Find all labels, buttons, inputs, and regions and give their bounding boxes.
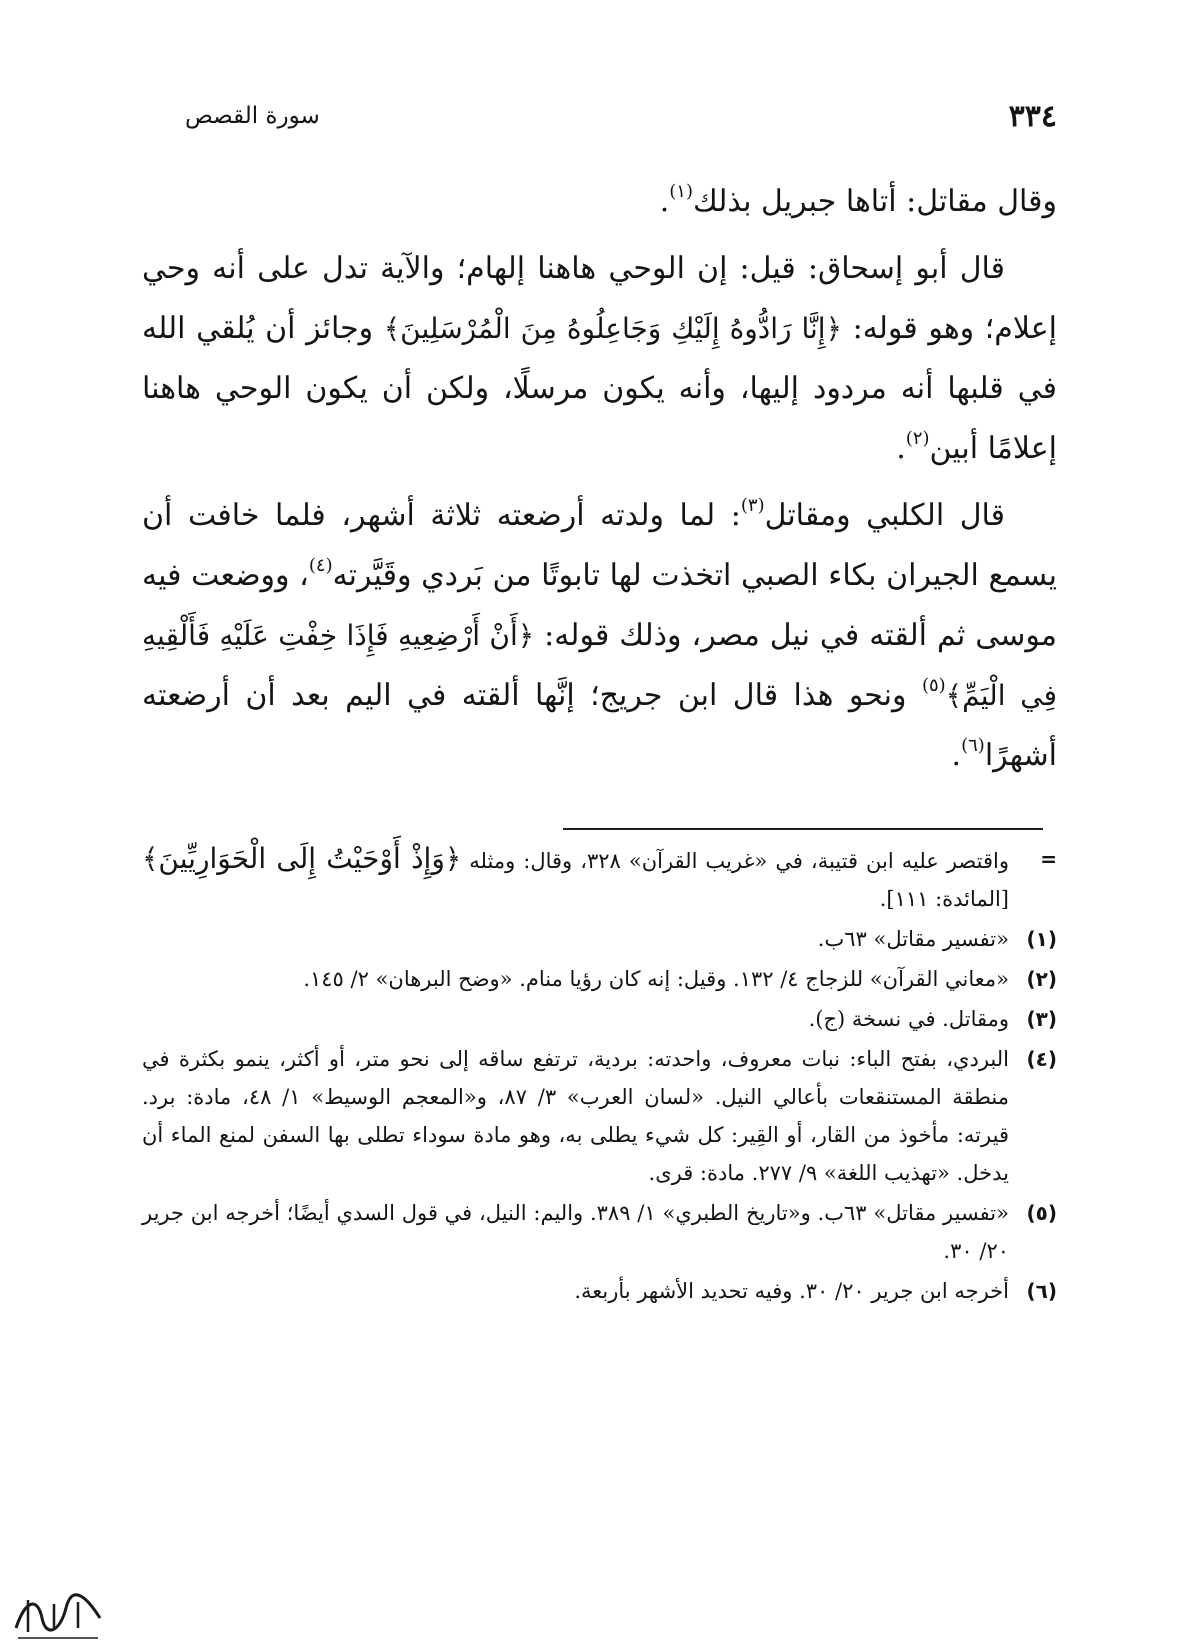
page-header (185, 96, 1057, 136)
footnote-marker: = (1040, 847, 1057, 871)
quran-verse-1: ﴿إِنَّا رَادُّوهُ إِلَيْكِ وَجَاعِلُوهُ مِنَ الْمُرْسَلِينَ﴾ (383, 312, 842, 345)
surah-title: سورة القصص (185, 103, 320, 129)
footnote-text: ومقاتل. في نسخة (ج). (808, 1007, 1009, 1031)
calligraphic-logo-icon (8, 1588, 108, 1644)
page-number: ٣٣٤ (1008, 98, 1057, 134)
footnote-item-3 (142, 1000, 1057, 1038)
footnote-quran-verse: ﴿وَإِذْ أَوْحَيْتُ إِلَى الْحَوَارِيِّينَ﴾ (142, 842, 462, 875)
paragraph-3-text-b: : لما ولدته أرضعته ثلاثة أشهر، فلما خافت أن يسمع الجيران بكاء الصبي اتخذت لها تابوتًا من بَردي وقَيَّرته (142, 498, 1057, 593)
footnote-ref-3: (٣) (740, 495, 765, 516)
footnote-ref-1: (١) (669, 181, 693, 202)
quran-verse-2: ﴿أَنْ أَرْضِعِيهِ فَإِذَا خِفْتِ عَلَيْهِ فَأَلْقِيهِ فِي الْيَمِّ﴾ (142, 619, 1057, 712)
footnote-marker: (٤) (1026, 1047, 1057, 1071)
footnote-text (142, 840, 1009, 918)
paragraph-2-tail: . (896, 431, 906, 466)
paragraph-2-text-b: وجائز أن يُلقي الله في قلبها أنه مردود إليها، وأنه يكون مرسلًا، ولكن أن يكون الوحي هاهنا إعلامًا أبين (142, 311, 1057, 466)
footnote-continuation-text-b: [المائدة: ١١١]. (879, 887, 1009, 911)
footnote-marker: (٥) (1026, 1201, 1057, 1225)
footnote-marker: (١) (1026, 927, 1057, 951)
footnote-marker: (٦) (1026, 1279, 1057, 1303)
footnote-text: البردي، بفتح الباء: نبات معروف، واحدته: بردية، ترتفع ساقه إلى نحو متر، أو أكثر، ينمو بكثرة في منطقة المستنقعات بأعالي النيل. «لسان العرب» ٣/ ٨٧، و«المعجم الوسيط» ١/ ٤٨، مادة: برد. قيرته: مأخوذ من القار، أو القِير: كل شيء يطلى به، وهو مادة سوداء تطلى بها السفن لمنع الماء أن يدخل. «تهذيب اللغة» ٩/ ٢٧٧. مادة: قرى. (142, 1047, 1009, 1185)
paragraph-3-tail: . (951, 738, 962, 773)
footnote-item-2 (142, 960, 1057, 998)
footnote-text: «تفسير مقاتل» ٦٣ب. (817, 927, 1009, 951)
footnote-ref-4: (٤) (308, 555, 333, 576)
paragraph-3-text-a: قال الكلبي ومقاتل (764, 498, 1006, 533)
footnote-item-6 (142, 1272, 1057, 1310)
footnote-item-5 (142, 1194, 1057, 1270)
paragraph-3-text-d: ونحو هذا قال ابن جريج؛ إنَّها ألقته في اليم بعد أن أرضعته أشهرًا (142, 678, 1057, 773)
footnote-text: «معاني القرآن» للزجاج ٤/ ١٣٢. وقيل: إنه كان رؤيا منام. «وضح البرهان» ٢/ ١٤٥. (303, 967, 1009, 991)
paragraph-1-tail: . (659, 184, 670, 219)
paragraph-2-text-a: قال أبو إسحاق: قيل: إن الوحي هاهنا إلهام؛ والآية تدل على أنه وحي إعلام؛ وهو قوله: (142, 251, 1057, 346)
paragraph-3 (142, 486, 1057, 786)
paragraph-2 (142, 239, 1057, 479)
footnote-continuation-text-a: واقتصر عليه ابن قتيبة، في «غريب القرآن» ٣٢٨، وقال: ومثله (461, 849, 1009, 873)
footnote-separator (563, 828, 1043, 830)
main-text (142, 172, 1057, 793)
footnote-ref-2: (٢) (905, 428, 930, 449)
footnote-marker: (٣) (1026, 1007, 1057, 1031)
paragraph-3-text-c: ، ووضعت فيه موسى ثم ألقته في نيل مصر، وذلك قوله: (142, 558, 1057, 653)
footnote-ref-5: (٥) (921, 675, 946, 696)
paragraph-1-text: وقال مقاتل: أتاها جبريل بذلك (693, 184, 1057, 219)
footnote-marker: (٢) (1026, 967, 1057, 991)
footnote-continuation (142, 840, 1057, 918)
footnote-item-4 (142, 1040, 1057, 1192)
footnote-ref-6: (٦) (961, 735, 985, 756)
footnote-text: «تفسير مقاتل» ٦٣ب. و«تاريخ الطبري» ١/ ٣٨٩. واليم: النيل، في قول السدي أيضًا؛ أخرجه ابن جرير ٢٠/ ٣٠. (142, 1201, 1009, 1263)
footnote-text: أخرجه ابن جرير ٢٠/ ٣٠. وفيه تحديد الأشهر بأربعة. (574, 1279, 1009, 1303)
footnote-item-1 (142, 920, 1057, 958)
footnotes (142, 840, 1057, 1312)
paragraph-1 (142, 172, 1057, 232)
